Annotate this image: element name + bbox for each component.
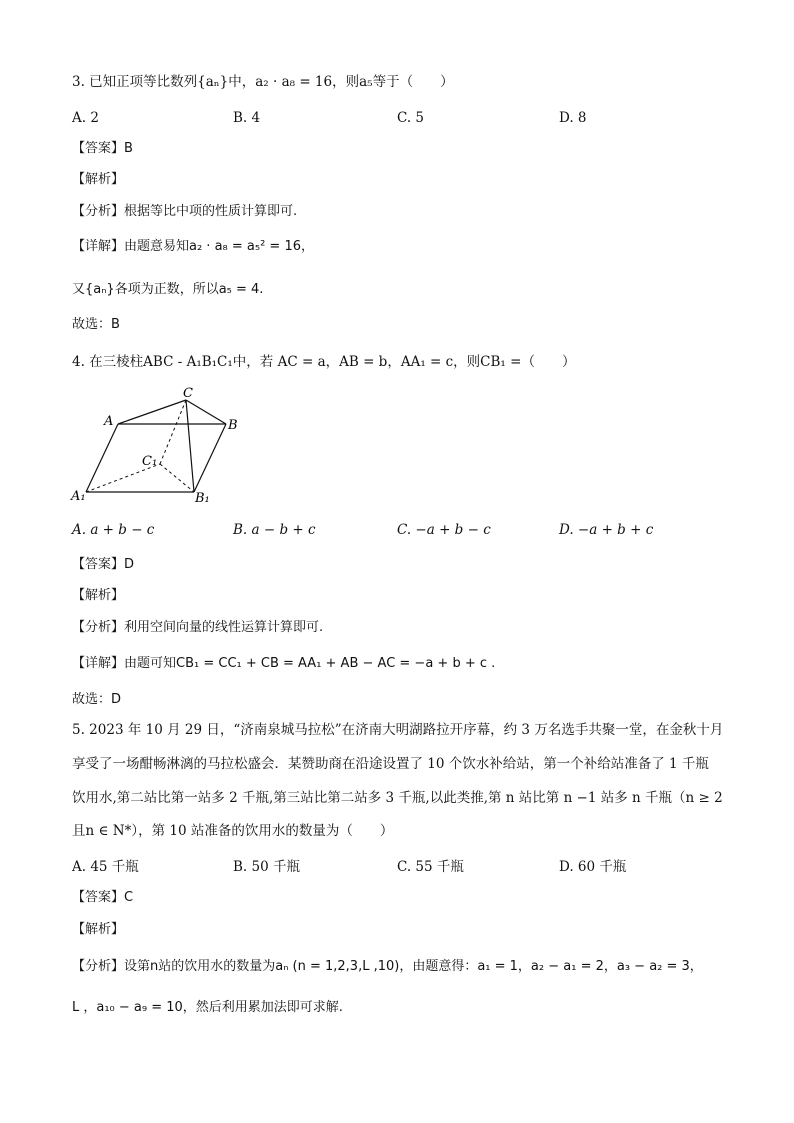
edge-c1b1-hidden bbox=[160, 464, 194, 492]
label-a: A bbox=[104, 414, 114, 429]
label-b1: B₁ bbox=[195, 491, 210, 506]
q4-options bbox=[72, 520, 732, 540]
label-c1: C₁ bbox=[142, 454, 158, 469]
edge-cb1 bbox=[186, 400, 194, 492]
q5-fenxi-line1: 【分析】设第n站的饮用水的数量为aₙ (n = 1,2,3,L ,10)，由题意得：a₁ = 1，a₂ − a₁ = 2，a₃ − a₂ = 3， bbox=[72, 959, 703, 974]
q3-option-b: B. 4 bbox=[233, 110, 261, 126]
q4-option-d: D. −a + b + c bbox=[559, 522, 654, 538]
q3-fenxi: 【分析】根据等比中项的性质计算即可. bbox=[72, 204, 298, 219]
q5-answer: 【答案】C bbox=[72, 890, 134, 905]
q4-stem: 4. 在三棱柱ABC - A₁B₁C₁中，若 AC = a，AB = b，AA₁ = c，则CB₁ =（ ） bbox=[72, 354, 576, 370]
q4-answer: 【答案】D bbox=[72, 557, 135, 572]
edge-aa1 bbox=[86, 424, 118, 492]
q3-xiangjie: 【详解】由题意易知a₂ · a₈ = a₅² = 16， bbox=[72, 239, 314, 254]
q4-fenxi: 【分析】利用空间向量的线性运算计算即可. bbox=[72, 620, 324, 635]
q5-jiexi: 【解析】 bbox=[72, 922, 125, 937]
q5-stem-line3: 饮用水,第二站比第一站多 2 千瓶,第三站比第二站多 3 千瓶,以此类推,第 n 站比第 n −1 站多 n 千瓶（n ≥ 2 bbox=[72, 790, 723, 806]
q3-option-c: C. 5 bbox=[397, 110, 425, 126]
q4-jiexi: 【解析】 bbox=[72, 588, 125, 603]
edge-cc1-hidden bbox=[160, 400, 186, 464]
q3-option-d: D. 8 bbox=[559, 110, 587, 126]
q4-option-c: C. −a + b − c bbox=[397, 522, 491, 538]
q4-option-a: A. a + b − c bbox=[72, 522, 155, 538]
q5-option-a: A. 45 千瓶 bbox=[72, 859, 139, 875]
edge-bb1 bbox=[194, 424, 226, 492]
label-a1: A₁ bbox=[71, 489, 86, 504]
q3-option-a: A. 2 bbox=[72, 110, 99, 126]
q3-line2: 又{aₙ}各项为正数，所以a₅ = 4. bbox=[72, 282, 264, 297]
q4-xiangjie: 【详解】由题可知CB₁ = CC₁ + CB = AA₁ + AB − AC = −a + b + c . bbox=[72, 656, 496, 671]
q3-jiexi: 【解析】 bbox=[72, 172, 125, 187]
q5-stem-line2: 享受了一场酣畅淋漓的马拉松盛会．某赞助商在沿途设置了 10 个饮水补给站，第一个补给站准备了 1 千瓶 bbox=[72, 756, 709, 772]
q4-option-b: B. a − b + c bbox=[233, 522, 316, 538]
label-c: C bbox=[183, 386, 193, 401]
q3-answer: 【答案】B bbox=[72, 141, 133, 156]
prism-figure bbox=[66, 384, 256, 506]
edge-ac bbox=[118, 400, 186, 424]
q4-guxuan: 故选：D bbox=[72, 692, 122, 707]
q5-options bbox=[72, 857, 732, 877]
q3-options bbox=[72, 108, 732, 128]
q5-stem-line1: 5. 2023 年 10 月 29 日，“济南泉城马拉松”在济南大明湖路拉开序幕，约 3 万名选手共聚一堂，在金秋十月 bbox=[72, 722, 724, 738]
q5-option-b: B. 50 千瓶 bbox=[233, 859, 300, 875]
edge-cb bbox=[186, 400, 226, 424]
q5-option-d: D. 60 千瓶 bbox=[559, 859, 627, 875]
q5-fenxi-line2: L ，a₁₀ − a₉ = 10，然后利用累加法即可求解. bbox=[72, 1000, 343, 1015]
q3-guxuan: 故选：B bbox=[72, 317, 120, 332]
label-b: B bbox=[228, 418, 238, 433]
q3-stem: 3. 已知正项等比数列{aₙ}中，a₂ · a₈ = 16，则a₅等于（ ） bbox=[72, 74, 454, 90]
q5-stem-line4: 且n ∈ N*），第 10 站准备的饮用水的数量为（ ） bbox=[72, 823, 394, 839]
prism-diagram bbox=[66, 384, 256, 506]
q5-option-c: C. 55 千瓶 bbox=[397, 859, 464, 875]
